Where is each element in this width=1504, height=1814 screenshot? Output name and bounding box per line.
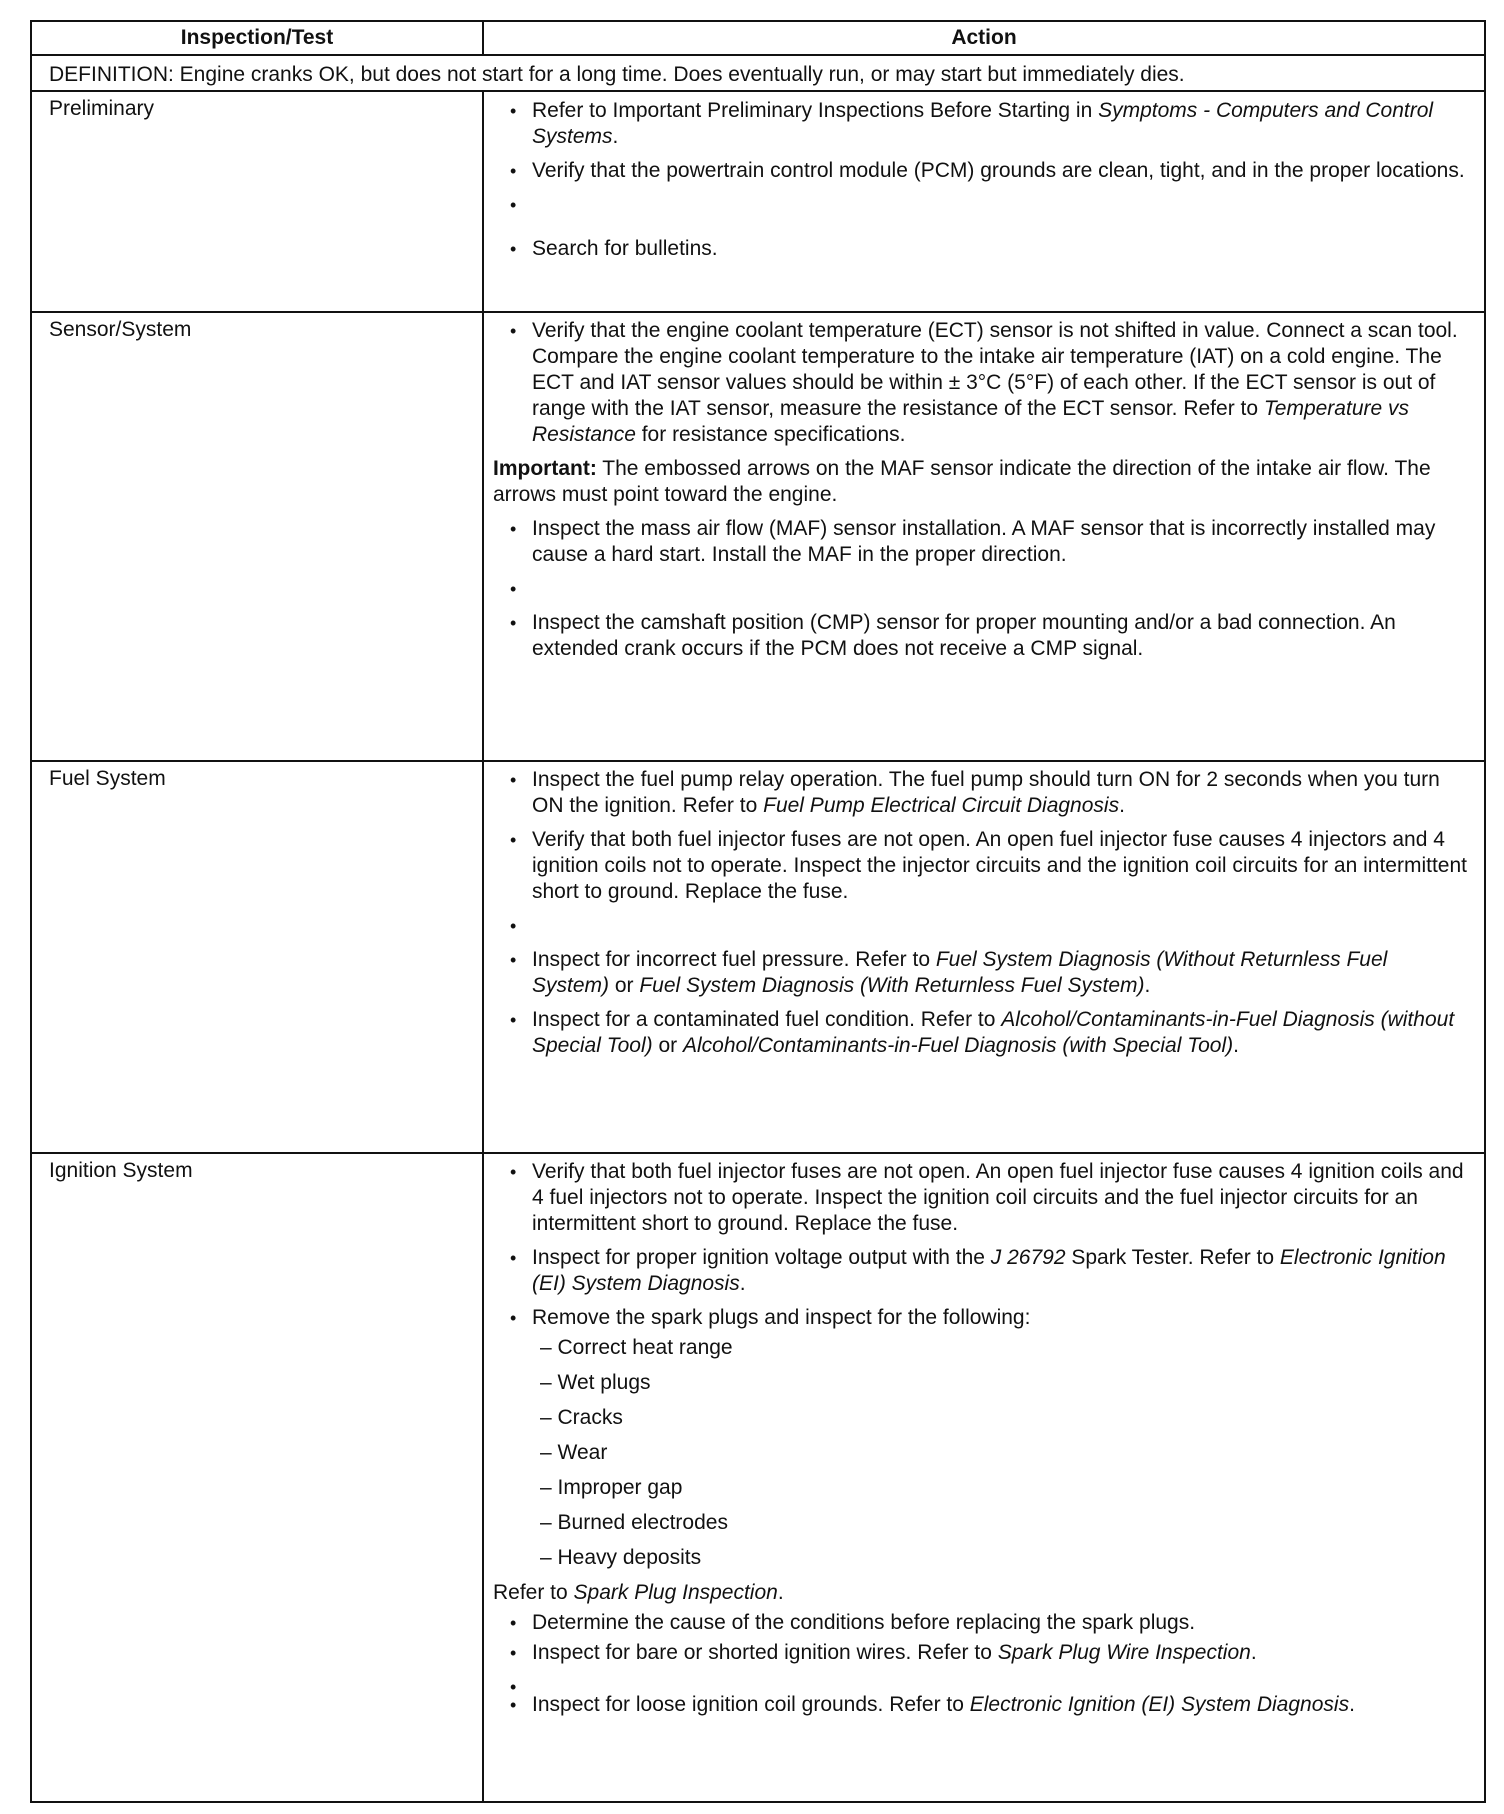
reference-link: Electronic Ignition (EI) System Diagnosis <box>969 1693 1350 1716</box>
reference-link: Alcohol/Contaminants-in-Fuel Diagnosis (without Special Tool) <box>532 1008 1455 1057</box>
action-item: • Search for bulletins. <box>532 236 1470 262</box>
action-cell <box>484 313 1484 760</box>
row-label: Ignition System <box>32 1154 484 1801</box>
action-item: • Inspect for loose ignition coil grounds. Refer to Electronic Ignition (EI) System Diagnosis. <box>532 1692 1470 1718</box>
spacer <box>532 913 1470 939</box>
action-item: • Inspect for incorrect fuel pressure. Refer to Fuel System Diagnosis (Without Returnless Fuel System) or Fuel System Diagnosis (With Returnless Fuel System). <box>532 947 1470 999</box>
definition-text: DEFINITION: Engine cranks OK, but does not start for a long time. Does eventually run, or may start but immediately dies. <box>49 63 1185 86</box>
row-sensor-system <box>32 313 1484 762</box>
action-item: • Verify that both fuel injector fuses are not open. An open fuel injector fuse causes 4 ignition coils and 4 fuel injectors not to operate. Inspect the ignition coil circuits and the fuel injector circuits for an intermittent short to ground. Replace the fuse. <box>532 1159 1470 1237</box>
reference-link: Temperature vs Resistance <box>532 397 1409 446</box>
spacer <box>532 576 1470 602</box>
row-ignition-system <box>32 1154 1484 1801</box>
definition-row <box>32 56 1484 92</box>
action-item: • Inspect for a contaminated fuel condition. Refer to Alcohol/Contaminants-in-Fuel Diagnosis (without Special Tool) or Alcohol/Contaminants-in-Fuel Diagnosis (with Special Tool). <box>532 1007 1470 1059</box>
row-preliminary <box>32 92 1484 313</box>
row-label: Preliminary <box>32 92 484 311</box>
action-item: • Inspect for bare or shorted ignition wires. Refer to Spark Plug Wire Inspection. <box>532 1640 1470 1666</box>
spacer <box>532 1674 1470 1684</box>
tool-reference: J 26792 <box>990 1246 1066 1269</box>
header-row <box>32 22 1484 56</box>
reference-link: Spark Plug Inspection <box>573 1581 778 1604</box>
action-item: • Verify that both fuel injector fuses are not open. An open fuel injector fuse causes 4 injectors and 4 ignition coils not to operate. Inspect the injector circuits and the ignition coil circuits for an intermittent short to ground. Replace the fuse. <box>532 827 1470 905</box>
inspection-sublist <box>532 1335 1470 1571</box>
action-item: • Inspect for proper ignition voltage output with the J 26792 Spark Tester. Refer to Electronic Ignition (EI) System Diagnosis. <box>532 1245 1470 1297</box>
action-cell <box>484 1154 1484 1801</box>
action-cell <box>484 762 1484 1152</box>
reference-link: Fuel System Diagnosis (With Returnless Fuel System) <box>639 974 1145 997</box>
row-fuel-system <box>32 762 1484 1154</box>
action-item: • Determine the cause of the conditions before replacing the spark plugs. <box>532 1610 1470 1636</box>
spacer <box>532 192 1470 238</box>
sublist-item: – Correct heat range <box>540 1336 733 1359</box>
action-item: • Verify that the engine coolant temperature (ECT) sensor is not shifted in value. Connect a scan tool. Compare the engine coolant temperature to the intake air temperature (IAT) on a cold engine. The ECT and IAT sensor values should be within ± 3°C (5°F) of each other. If the ECT sensor is out of range with the IAT sensor, measure the resistance of the ECT sensor. Refer to Temperature vs Resistance for resistance specifications. <box>532 318 1470 448</box>
sublist-item: – Wear <box>540 1441 608 1464</box>
action-cell <box>484 92 1484 311</box>
reference-link: Electronic Ignition (EI) System Diagnosis <box>532 1246 1446 1295</box>
reference-link: Spark Plug Wire Inspection <box>997 1641 1251 1664</box>
row-label: Fuel System <box>32 762 484 1152</box>
sublist-item: – Improper gap <box>540 1476 683 1499</box>
reference-link: Alcohol/Contaminants-in-Fuel Diagnosis (with Special Tool) <box>682 1034 1234 1057</box>
action-item: • Inspect the mass air flow (MAF) sensor installation. A MAF sensor that is incorrectly installed may cause a hard start. Install the MAF in the proper direction. <box>532 516 1470 568</box>
reference-link: Symptoms - Computers and Control Systems <box>532 99 1434 148</box>
action-item: • Refer to Important Preliminary Inspections Before Starting in Symptoms - Computers and Control Systems. <box>532 98 1470 150</box>
reference-link: Fuel System Diagnosis (Without Returnless Fuel System) <box>532 948 1388 997</box>
action-item: • Inspect the camshaft position (CMP) sensor for proper mounting and/or a bad connection. An extended crank occurs if the PCM does not receive a CMP signal. <box>532 610 1470 662</box>
diagnostic-table <box>30 20 1486 1803</box>
sublist-item: – Cracks <box>540 1406 623 1429</box>
action-item: • Remove the spark plugs and inspect for the following: – Correct heat range – Wet plugs – Cracks – Wear – Improper gap – Burned electrodes – Heavy deposits <box>532 1305 1470 1571</box>
sublist-item: – Wet plugs <box>540 1371 651 1394</box>
sublist-item: – Burned electrodes <box>540 1511 728 1534</box>
action-item: • Inspect the fuel pump relay operation. The fuel pump should turn ON for 2 seconds when you turn ON the ignition. Refer to Fuel Pump Electrical Circuit Diagnosis. <box>532 767 1470 819</box>
important-label: Important: <box>493 457 597 480</box>
reference-link: Fuel Pump Electrical Circuit Diagnosis <box>763 794 1120 817</box>
action-item: • Verify that the powertrain control module (PCM) grounds are clean, tight, and in the proper locations. <box>532 158 1470 184</box>
column-header-inspection: Inspection/Test <box>32 22 484 54</box>
row-label: Sensor/System <box>32 313 484 760</box>
column-header-action: Action <box>951 26 1017 49</box>
important-note: Important: The embossed arrows on the MAF sensor indicate the direction of the intake air flow. The arrows must point toward the engine. <box>493 457 1431 506</box>
refer-note: Refer to Spark Plug Inspection. <box>493 1581 784 1604</box>
sublist-item: – Heavy deposits <box>540 1546 702 1569</box>
